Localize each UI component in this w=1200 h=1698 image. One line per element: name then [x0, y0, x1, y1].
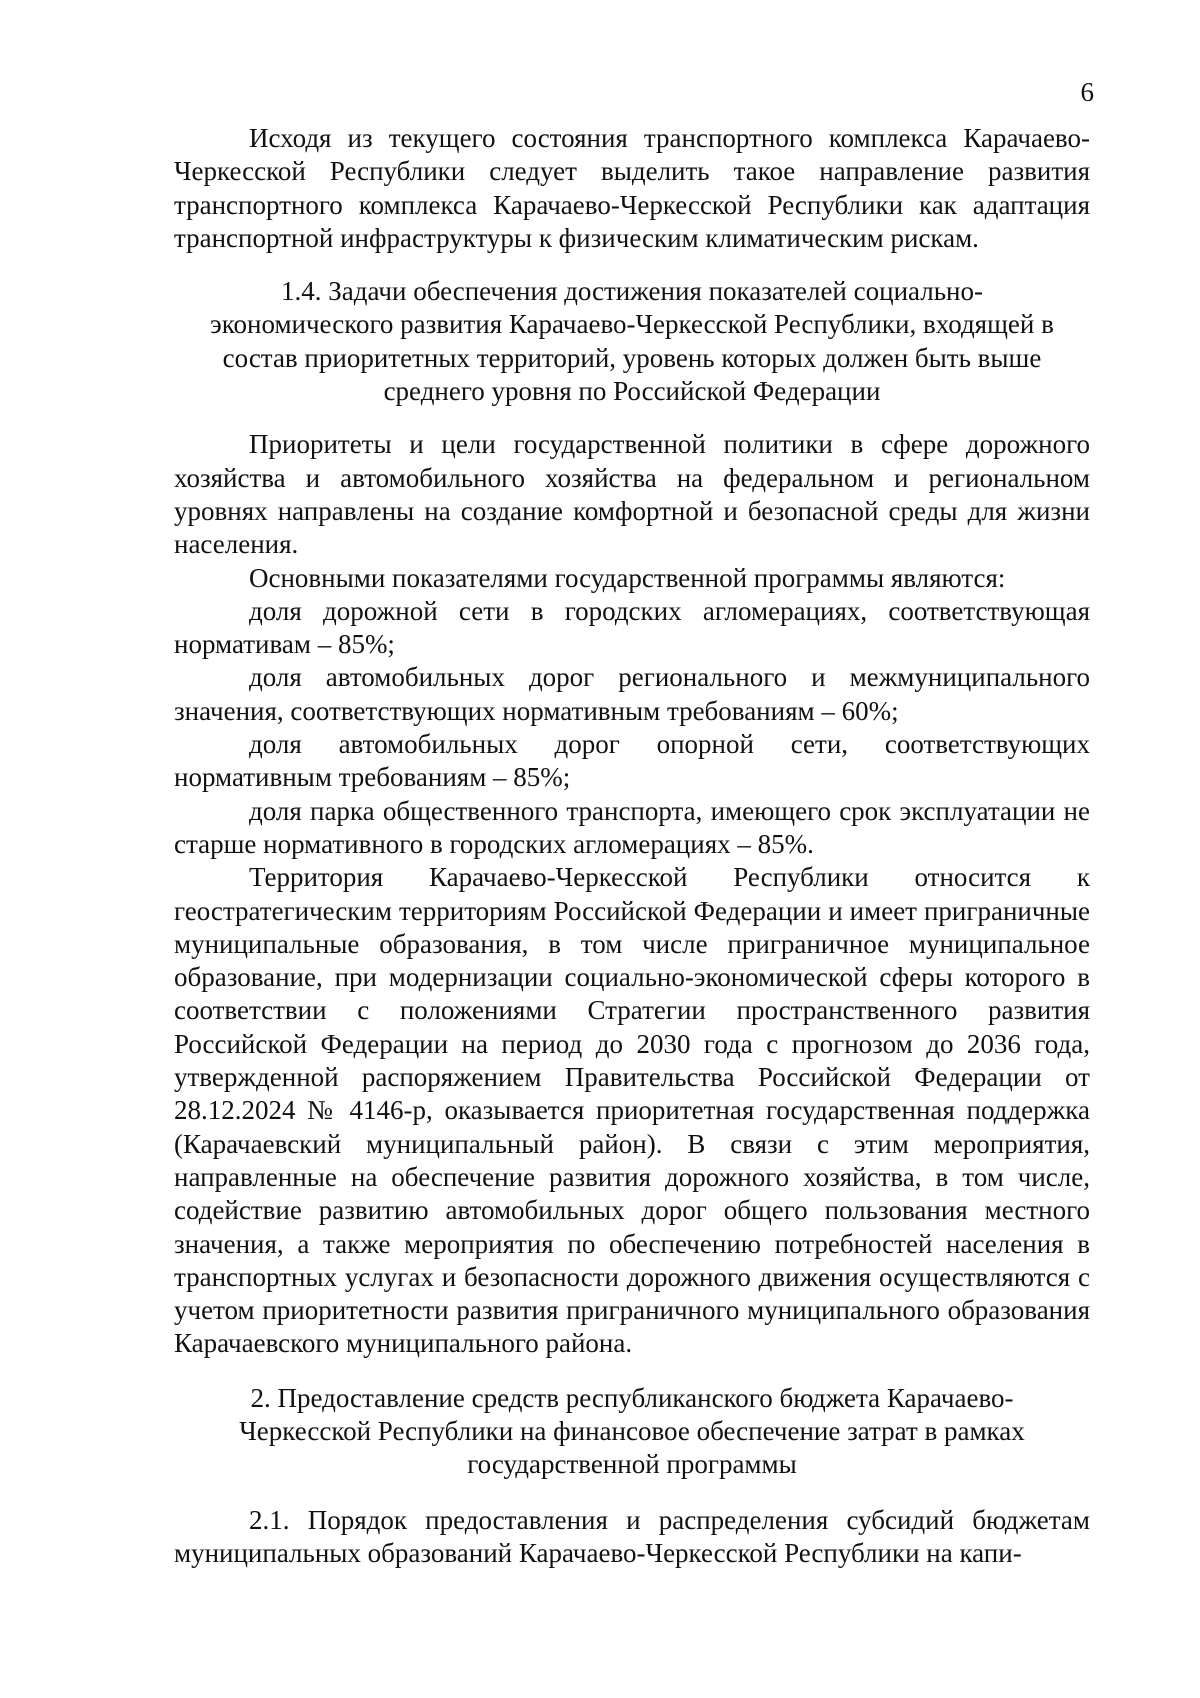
priorities-paragraph: Приоритеты и цели государственной политики в сфере дорожного хозяйства и автомобильного хозяйства на федеральном и региональном уровнях направлены на создание комфортной и безопасной среды для жизни населения. — [174, 429, 1090, 560]
section-1-4-heading: 1.4. Задачи обеспечения достижения показателей социально-экономического развития Карачаево-Черкесской Республики, входящей в состав приоритетных территорий, уровень которых должен быть выше среднего уровня по Российской Федерации — [210, 276, 1054, 407]
indicator-item: доля дорожной сети в городских агломерациях, соответствующая нормативам – 85%; — [174, 595, 1090, 660]
section-2-1-paragraph: 2.1. Порядок предоставления и распределения субсидий бюджетам муниципальных образований Карачаево-Черкесской Республики на капи- — [174, 1504, 1090, 1568]
indicators-intro: Основными показателями государственной программы являются: — [249, 562, 1006, 593]
page-number: 6 — [1080, 77, 1094, 107]
indicator-item: доля автомобильных дорог регионального и межмуниципального значения, соответствующих нормативным требованиям – 60%; — [174, 662, 1090, 726]
section-2-heading: 2. Предоставление средств республиканского бюджета Карачаево-Черкесской Республики на финансовое обеспечение затрат в рамках государственной программы — [239, 1382, 1025, 1480]
indicator-item: доля парка общественного транспорта, имеющего срок эксплуатации не старше нормативного в городских агломерациях – 85%. — [174, 795, 1090, 859]
indicator-item: доля автомобильных дорог опорной сети, соответствующих нормативным требованиям – 85%; — [174, 729, 1090, 793]
territory-paragraph: Территория Карачаево-Черкесской Республики относится к геостратегическим территориям Российской Федерации и имеет приграничные муниципальные образования, в том числе приграничное муниципальное образование, при модернизации социально-экономической сферы которого в соответствии с положениями Стратегии пространственного развития Российской Федерации на период до 2030 года с прогнозом до 2036 года, утвержденной распоряжением Правительства Российской Федерации от 28.12.2024 № 4146-р, оказывается приоритетная государственная поддержка (Карачаевский муниципальный район). В связи с этим мероприятия, направленные на обеспечение развития дорожного хозяйства, в том числе, содействие развитию автомобильных дорог общего пользования местного значения, а также мероприятия по обеспечению потребностей населения в транспортных услугах и безопасности дорожного движения осуществляются с учетом приоритетности развития приграничного муниципального образования Карачаевского муниципального района. — [174, 862, 1090, 1359]
intro-paragraph: Исходя из текущего состояния транспортного комплекса Карачаево-Черкесской Республики следует выделить такое направление развития транспортного комплекса Карачаево-Черкесской Республики как адаптация транспортной инфраструктуры к физическим климатическим рискам. — [174, 123, 1090, 253]
page-content — [174, 122, 1090, 1570]
